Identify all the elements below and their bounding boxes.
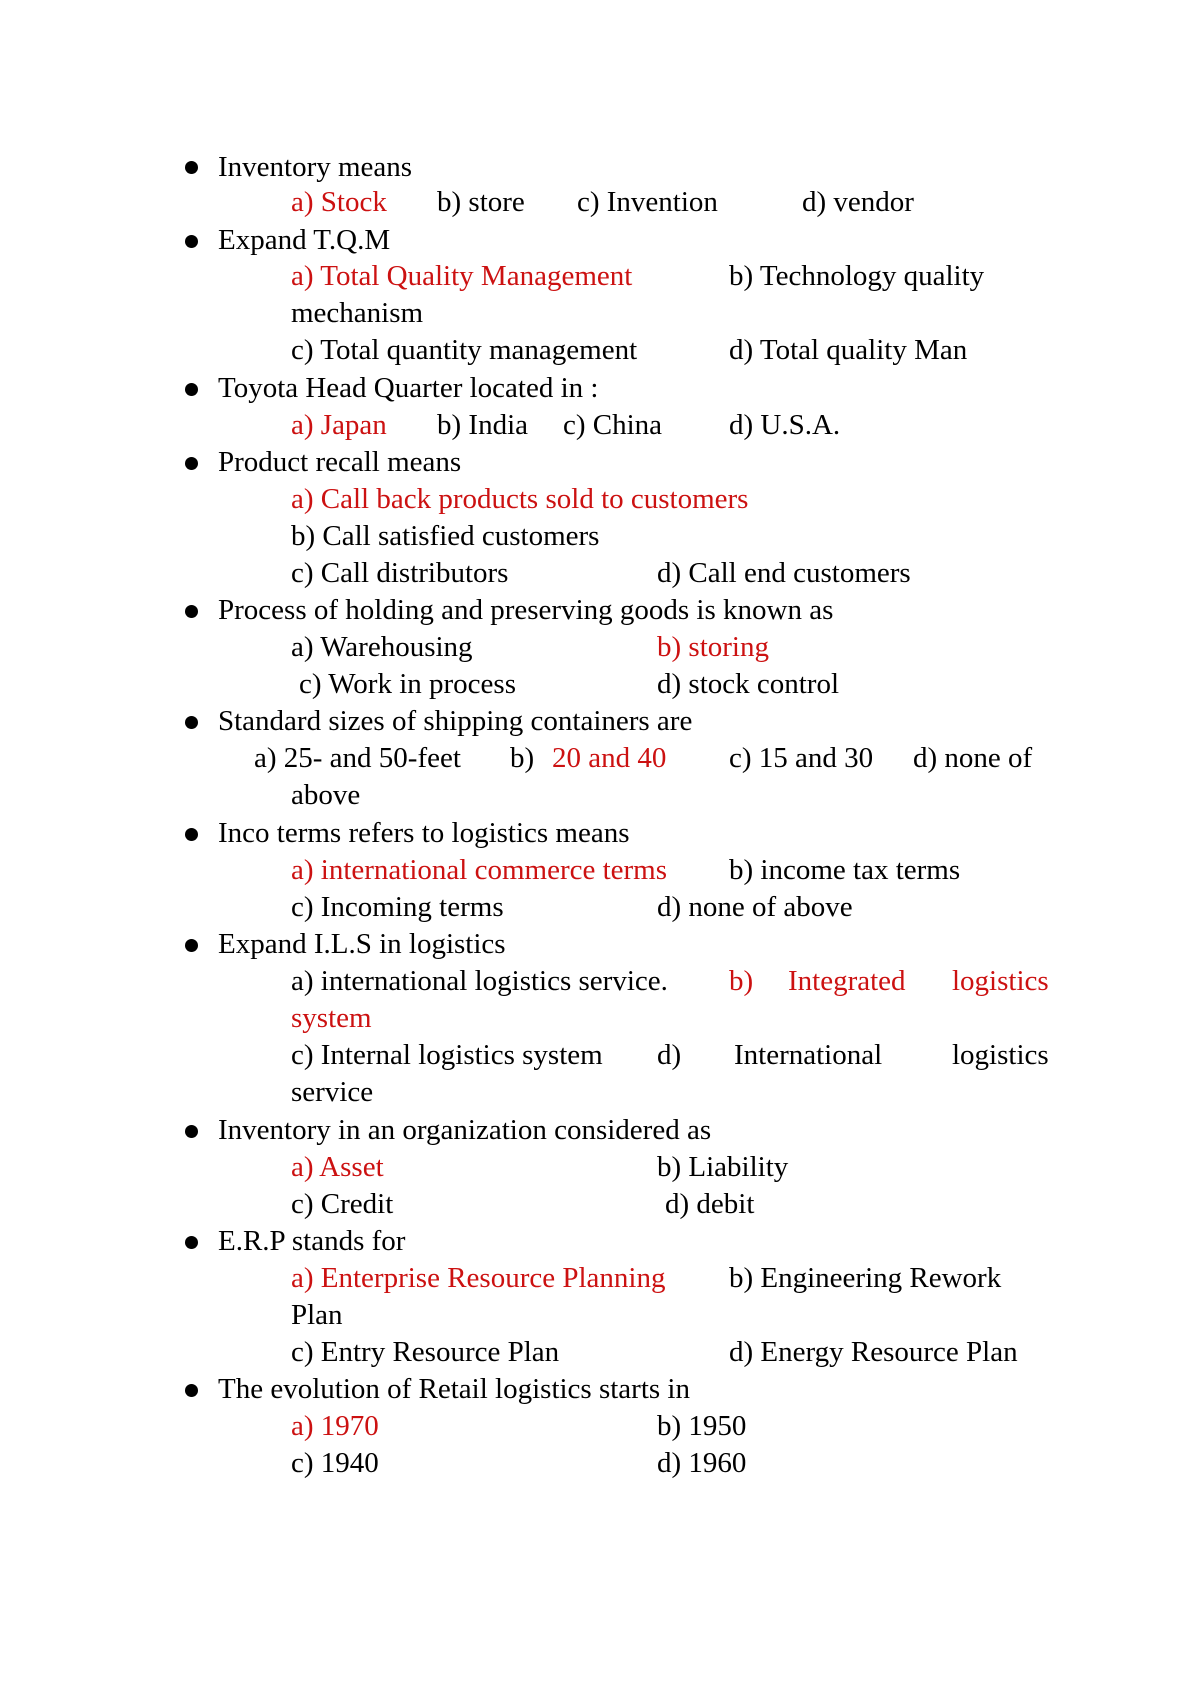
- option-11b: b) 1950: [657, 1410, 747, 1442]
- option-5b: b) storing: [657, 631, 769, 663]
- option-7d: d) none of above: [657, 891, 853, 923]
- option-7b: b) income tax terms: [729, 854, 961, 886]
- option-8a: a) international logistics service.: [291, 965, 668, 997]
- bullet-icon: [185, 161, 198, 174]
- question-5: Process of holding and preserving goods is known as: [218, 594, 834, 626]
- option-6c: c) 15 and 30: [729, 742, 874, 774]
- bullet-icon: [185, 939, 198, 952]
- bullet-icon: [185, 235, 198, 248]
- option-6d: d) none of: [913, 742, 1033, 774]
- option-8c: c) Internal logistics system: [291, 1039, 603, 1071]
- option-8d-prefix: d): [657, 1039, 682, 1071]
- option-8b-cont: system: [291, 1002, 372, 1034]
- option-8b-word1: Integrated: [788, 965, 906, 997]
- option-2b-cont: mechanism: [291, 297, 424, 329]
- bullet-icon: [185, 716, 198, 729]
- option-5a: a) Warehousing: [291, 631, 473, 663]
- option-4a: a) Call back products sold to customers: [291, 483, 749, 515]
- question-10: E.R.P stands for: [218, 1225, 406, 1257]
- question-11: The evolution of Retail logistics starts in: [218, 1373, 690, 1405]
- option-4b: b) Call satisfied customers: [291, 520, 600, 552]
- option-10c: c) Entry Resource Plan: [291, 1336, 560, 1368]
- option-1a: a) Stock: [291, 186, 387, 218]
- option-10b: b) Engineering Rework: [729, 1262, 1002, 1294]
- option-4d: d) Call end customers: [657, 557, 911, 589]
- option-9a: a) Asset: [291, 1151, 384, 1183]
- option-9b: b) Liability: [657, 1151, 789, 1183]
- question-3: Toyota Head Quarter located in :: [218, 372, 599, 404]
- question-4: Product recall means: [218, 446, 462, 478]
- bullet-icon: [185, 383, 198, 396]
- option-2c: c) Total quantity management: [291, 334, 638, 366]
- option-4c: c) Call distributors: [291, 557, 509, 589]
- question-2: Expand T.Q.M: [218, 224, 391, 256]
- option-3c: c) China: [563, 409, 663, 441]
- option-7a: a) international commerce terms: [291, 854, 668, 886]
- option-9c: c) Credit: [291, 1188, 394, 1220]
- option-2a: a) Total Quality Management: [291, 260, 633, 292]
- option-11a: a) 1970: [291, 1410, 379, 1442]
- option-6b: 20 and 40: [552, 742, 667, 774]
- option-3b: b) India: [437, 409, 528, 441]
- option-3a: a) Japan: [291, 409, 387, 441]
- bullet-icon: [185, 1236, 198, 1249]
- option-8b-prefix: b): [729, 965, 754, 997]
- bullet-icon: [185, 1125, 198, 1138]
- option-8d-word1: International: [734, 1039, 883, 1071]
- option-5d: d) stock control: [657, 668, 840, 700]
- bullet-icon: [185, 1384, 198, 1397]
- option-6b-prefix: b): [510, 742, 535, 774]
- option-7c: c) Incoming terms: [291, 891, 504, 923]
- bullet-icon: [185, 457, 198, 470]
- question-9: Inventory in an organization considered as: [218, 1114, 712, 1146]
- question-7: Inco terms refers to logistics means: [218, 817, 630, 849]
- option-2d: d) Total quality Man: [729, 334, 968, 366]
- question-1: Inventory means: [218, 151, 413, 183]
- option-8b-word2: logistics: [952, 965, 1049, 997]
- option-11d: d) 1960: [657, 1447, 747, 1479]
- option-10a: a) Enterprise Resource Planning: [291, 1262, 666, 1294]
- option-6d-cont: above: [291, 779, 361, 811]
- option-2b: b) Technology quality: [729, 260, 985, 292]
- option-6a: a) 25- and 50-feet: [254, 742, 461, 774]
- option-10b-cont: Plan: [291, 1299, 343, 1331]
- option-9d: d) debit: [665, 1188, 755, 1220]
- option-10d: d) Energy Resource Plan: [729, 1336, 1018, 1368]
- option-3d: d) U.S.A.: [729, 409, 841, 441]
- question-8: Expand I.L.S in logistics: [218, 928, 506, 960]
- question-6: Standard sizes of shipping containers are: [218, 705, 693, 737]
- option-1c: c) Invention: [577, 186, 718, 218]
- option-8d-cont: service: [291, 1076, 374, 1108]
- option-8d-word2: logistics: [952, 1039, 1049, 1071]
- option-11c: c) 1940: [291, 1447, 379, 1479]
- bullet-icon: [185, 605, 198, 618]
- option-1b: b) store: [437, 186, 525, 218]
- bullet-icon: [185, 828, 198, 841]
- option-1d: d) vendor: [802, 186, 914, 218]
- option-5c: c) Work in process: [299, 668, 516, 700]
